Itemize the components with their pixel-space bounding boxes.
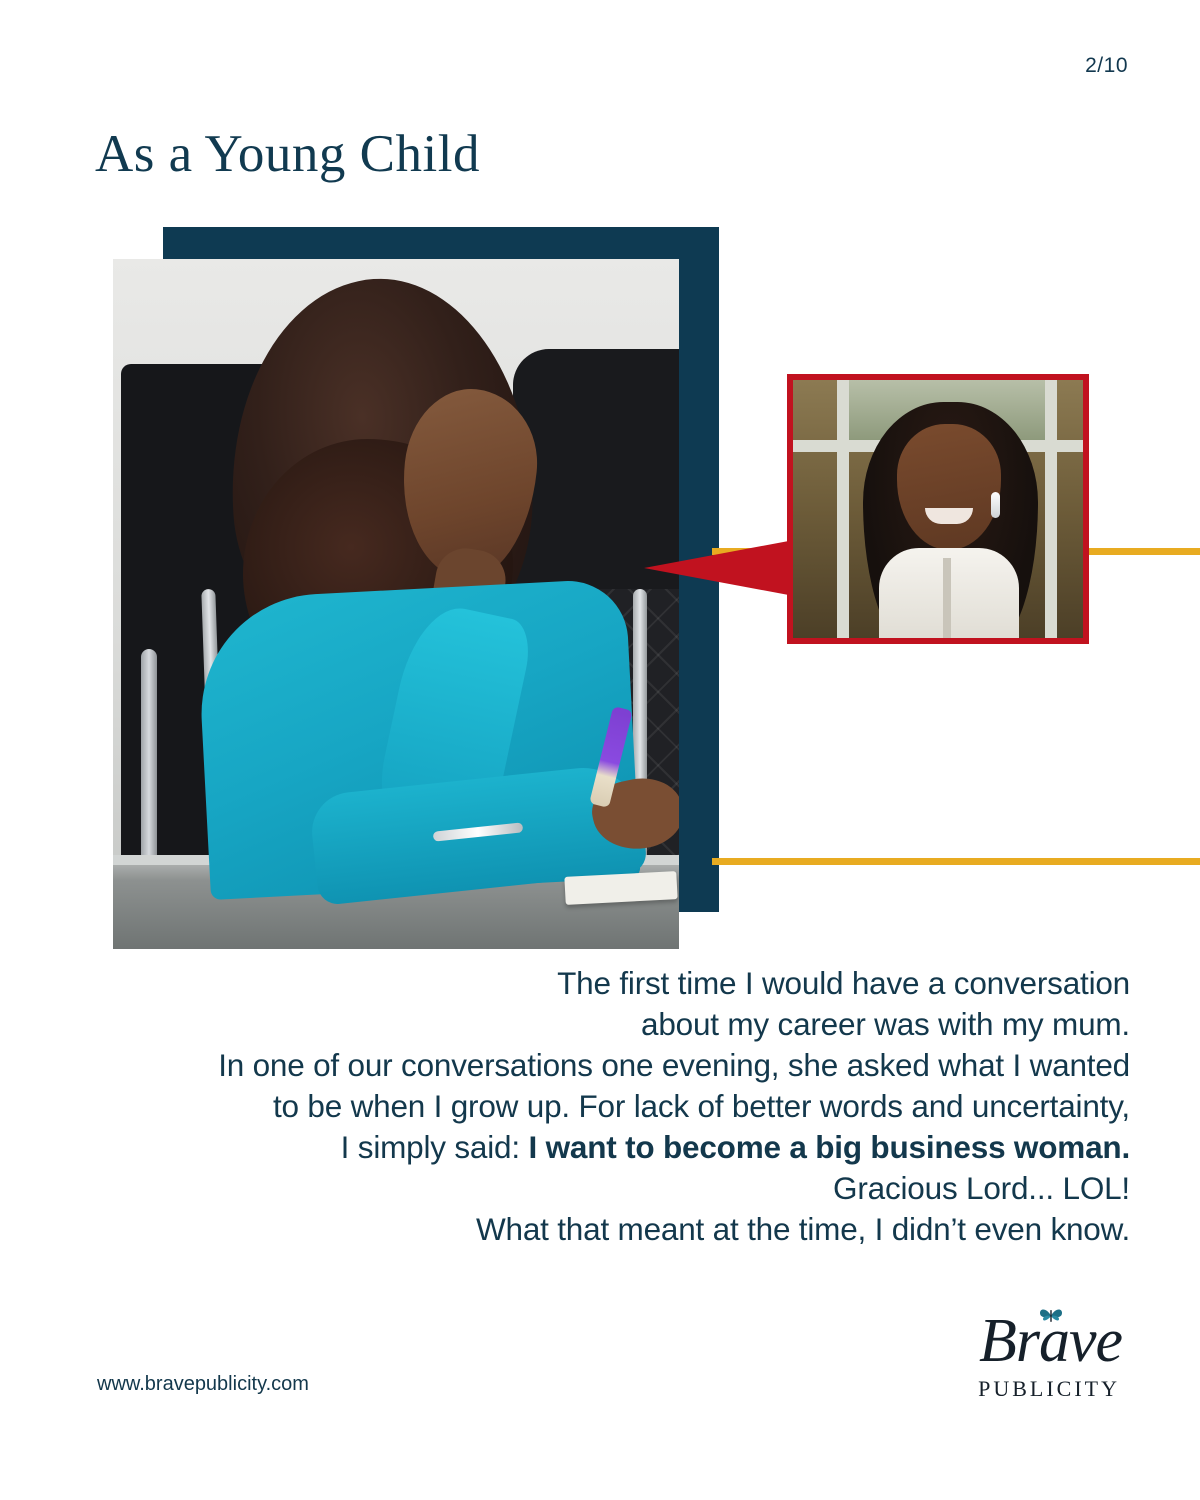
body-line: In one of our conversations one evening, she asked what I wanted <box>218 1047 1130 1083</box>
inset-photo <box>787 374 1089 644</box>
body-line: about my career was with my mum. <box>641 1006 1130 1042</box>
window-frame-vertical-right <box>1045 380 1057 638</box>
inset-collar-placket <box>943 558 951 644</box>
gold-rule-bottom <box>712 858 1200 865</box>
body-line-emphasis <box>100 1127 1130 1168</box>
page-title: As a Young Child <box>95 125 480 183</box>
inset-earring <box>991 492 1000 518</box>
body-line: The first time I would have a conversation <box>557 965 1130 1001</box>
inset-photo-callout <box>787 374 1089 644</box>
logo-subtitle: PUBLICITY <box>978 1376 1120 1401</box>
footer-website-url[interactable]: www.bravepublicity.com <box>97 1373 309 1395</box>
body-copy <box>100 963 1130 1250</box>
notebook <box>564 871 677 905</box>
page-counter: 2/10 <box>1085 54 1128 77</box>
body-line: Gracious Lord... LOL! <box>833 1170 1130 1206</box>
callout-arrow <box>644 540 794 596</box>
logo-wordmark: Brave <box>978 1307 1122 1375</box>
brand-logo <box>922 1307 1122 1410</box>
body-line: to be when I grow up. For lack of better words and uncertainty, <box>272 1088 1130 1124</box>
window-frame-vertical-left <box>837 380 849 638</box>
main-photo <box>113 259 679 949</box>
body-line: What that meant at the time, I didn’t even know. <box>475 1211 1130 1247</box>
emphasis-bold: I want to become a big business woman. <box>528 1129 1130 1165</box>
emphasis-prefix: I simply said: <box>340 1129 529 1165</box>
